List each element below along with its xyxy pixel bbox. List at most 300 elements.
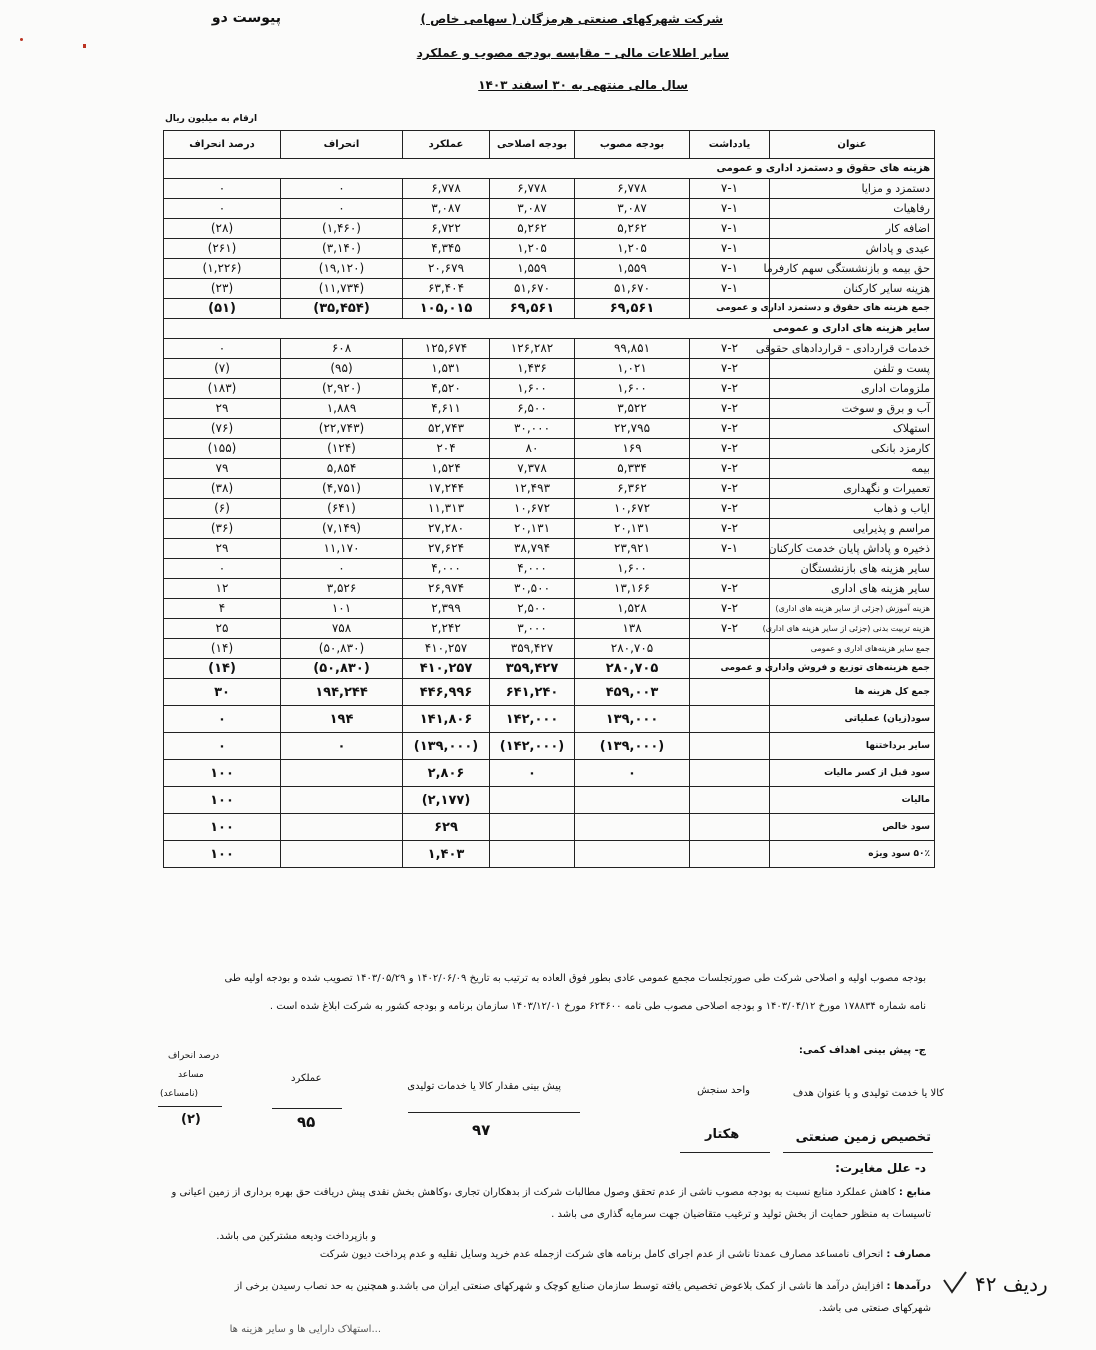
table-row (164, 379, 935, 399)
table-section-row (164, 319, 935, 339)
row-title: سود قبل از کسر مالیات (770, 760, 935, 787)
row-note (690, 639, 770, 659)
row-revised: ۱,۶۰۰ (490, 379, 575, 399)
budget-table (163, 130, 935, 868)
targets-item: تخصیص زمین صنعتی (795, 1130, 931, 1145)
row-revised: ۰ (490, 760, 575, 787)
row-actual: ۴,۰۰۰ (403, 559, 490, 579)
section-title: سایر هزینه های اداری و عمومی (164, 319, 935, 339)
row-note: ۷-۱ (690, 179, 770, 199)
table-header-row (164, 131, 935, 159)
row-deviation-pct: (۱,۲۲۶) (164, 259, 281, 279)
table-row (164, 679, 935, 706)
row-title: خدمات قراردادی - قراردادهای حقوقی (770, 339, 935, 359)
row-approved: ۲۸۰,۷۰۵ (575, 659, 690, 679)
row-deviation: (۳,۱۴۰) (281, 239, 403, 259)
row-deviation: ۰ (281, 179, 403, 199)
table-row (164, 399, 935, 419)
table-row (164, 706, 935, 733)
row-actual: ۲۷,۲۸۰ (403, 519, 490, 539)
row-deviation-pct: (۱۴) (164, 639, 281, 659)
row-deviation: ۶۰۸ (281, 339, 403, 359)
row-revised: ۶۴۱,۲۴۰ (490, 679, 575, 706)
row-deviation: (۴,۷۵۱) (281, 479, 403, 499)
row-deviation: (۳۵,۴۵۴) (281, 299, 403, 319)
row-deviation (281, 814, 403, 841)
table-row (164, 619, 935, 639)
row-deviation-pct: ۱۰۰ (164, 814, 281, 841)
row-note (690, 841, 770, 868)
row-approved (575, 787, 690, 814)
targets-forecast: ۹۷ (472, 1121, 491, 1139)
row-revised: ۳۸,۷۹۴ (490, 539, 575, 559)
row-approved: ۴۵۹,۰۰۳ (575, 679, 690, 706)
row-approved: ۳,۰۸۷ (575, 199, 690, 219)
targets-col-dev-1: درصد انحراف (168, 1051, 220, 1061)
row-actual: ۱,۵۲۴ (403, 459, 490, 479)
row-approved: ۱,۰۲۱ (575, 359, 690, 379)
row-deviation: ۱۱,۱۷۰ (281, 539, 403, 559)
table-row (164, 299, 935, 319)
row-title: پست و تلفن (770, 359, 935, 379)
handwritten-check-icon (940, 1268, 970, 1298)
row-revised: ۳,۰۸۷ (490, 199, 575, 219)
row-deviation (281, 787, 403, 814)
row-actual: ۶,۷۷۸ (403, 179, 490, 199)
row-note: ۷-۲ (690, 339, 770, 359)
attachment-label: پیوست دو (211, 10, 281, 26)
row-note (690, 733, 770, 760)
row-revised: ۱۰,۶۷۲ (490, 499, 575, 519)
targets-item-underline (783, 1152, 933, 1153)
row-note: ۷-۱ (690, 199, 770, 219)
targets-dev-underline (158, 1106, 222, 1107)
table-row (164, 419, 935, 439)
row-actual: ۶۳,۴۰۴ (403, 279, 490, 299)
targets-col-unit: واحد سنجش (697, 1085, 750, 1096)
table-row (164, 733, 935, 760)
table-row (164, 499, 935, 519)
row-revised: ۶,۷۷۸ (490, 179, 575, 199)
targets-actual: ۹۵ (297, 1113, 316, 1131)
row-title: استهلاک (770, 419, 935, 439)
table-row (164, 199, 935, 219)
row-revised: ۱,۵۵۹ (490, 259, 575, 279)
row-deviation-pct: ۲۹ (164, 539, 281, 559)
row-deviation-pct: (۲۸) (164, 219, 281, 239)
table-row (164, 760, 935, 787)
row-actual: ۲۰۴ (403, 439, 490, 459)
row-deviation: (۶۴۱) (281, 499, 403, 519)
row-title: سایر برداختنها (770, 733, 935, 760)
row-deviation: (۲۲,۷۴۳) (281, 419, 403, 439)
targets-actual-underline (272, 1108, 342, 1109)
section-title: هزینه های حقوق و دستمزد اداری و عمومی (164, 159, 935, 179)
row-approved: ۱,۲۰۵ (575, 239, 690, 259)
row-approved (575, 841, 690, 868)
margin-mark-2 (83, 44, 86, 48)
sources-line-2: تاسیسات به منظور حمایت از بخش تولید و ترغیب متقاضیان جهت سرمایه گذاری می باشد . (551, 1209, 931, 1220)
row-note (690, 706, 770, 733)
table-section-row (164, 159, 935, 179)
row-title: جمع هزینه‌های توزیع و فروش واداری و عمومی (770, 659, 935, 679)
targets-col-dev-3: (نامساعد) (160, 1089, 198, 1099)
row-actual: ۱۴۱,۸۰۶ (403, 706, 490, 733)
col-approved: بودجه مصوب (575, 131, 690, 159)
table-row (164, 814, 935, 841)
row-revised (490, 787, 575, 814)
row-deviation-pct: (۱۵۵) (164, 439, 281, 459)
expenses-text: انحراف نامساعد مصارف عمدتا ناشی از عدم اجرای کامل برنامه های شرکت ازجمله عدم خرید وسایل نقلیه و عدم پرداخت دیون شرکت (319, 1249, 884, 1260)
unit-label: ارقام به میلیون ریال (165, 114, 258, 124)
row-note (690, 679, 770, 706)
row-revised: ۳۵۹,۴۲۷ (490, 639, 575, 659)
row-approved: ۵,۲۶۲ (575, 219, 690, 239)
row-approved: ۱۰,۶۷۲ (575, 499, 690, 519)
col-revised: بودجه اصلاحی (490, 131, 575, 159)
row-actual: ۴۱۰,۲۵۷ (403, 639, 490, 659)
row-title: هزینه سایر کارکنان (770, 279, 935, 299)
row-revised: ۵,۲۶۲ (490, 219, 575, 239)
row-approved: ۵۱,۶۷۰ (575, 279, 690, 299)
table-row (164, 459, 935, 479)
row-approved: ۱,۶۰۰ (575, 559, 690, 579)
row-actual: (۱۳۹,۰۰۰) (403, 733, 490, 760)
row-revised: ۱,۴۳۶ (490, 359, 575, 379)
targets-forecast-underline (408, 1112, 580, 1113)
row-deviation-pct: (۷۶) (164, 419, 281, 439)
income-text-1: افزایش درآمد ها ناشی از کمک بلاعوض تخصیص یافته توسط سازمان صنایع کوچک و شهرکهای صنعتی ایران می باشد.و همچنین به حد نصاب رسیدن برخی از (234, 1281, 884, 1292)
row-title: آب و برق و سوخت (770, 399, 935, 419)
row-deviation-pct: ۰ (164, 199, 281, 219)
row-actual: ۲۶,۹۷۴ (403, 579, 490, 599)
row-deviation: (۱۱,۷۳۴) (281, 279, 403, 299)
col-title: عنوان (770, 131, 935, 159)
row-actual: ۱۰۵,۰۱۵ (403, 299, 490, 319)
table-row (164, 359, 935, 379)
expenses-paragraph (131, 1244, 931, 1266)
row-title: جمع هزینه های حقوق و دستمزد اداری و عمومی (770, 299, 935, 319)
row-approved: ۱,۵۲۸ (575, 599, 690, 619)
targets-col-item: کالا یا خدمت تولیدی و یا عنوان هدف (792, 1088, 944, 1099)
row-revised: ۳,۰۰۰ (490, 619, 575, 639)
row-note: ۷-۲ (690, 619, 770, 639)
table-row (164, 659, 935, 679)
row-deviation: ۱۹۴,۲۴۴ (281, 679, 403, 706)
row-deviation-pct: ۰ (164, 179, 281, 199)
row-approved: ۹۹,۸۵۱ (575, 339, 690, 359)
row-deviation: (۵۰,۸۳۰) (281, 639, 403, 659)
row-title: بیمه (770, 459, 935, 479)
row-title: رفاهیات (770, 199, 935, 219)
row-revised: ۳۵۹,۴۲۷ (490, 659, 575, 679)
row-note: ۷-۲ (690, 359, 770, 379)
row-deviation-pct: ۳۰ (164, 679, 281, 706)
period-title: سال مالی منتهی به ۳۰ اسفند ۱۴۰۳ (478, 78, 688, 92)
row-actual: ۲,۲۴۲ (403, 619, 490, 639)
row-note: ۷-۲ (690, 599, 770, 619)
row-note (690, 559, 770, 579)
row-approved: ۱۳۸ (575, 619, 690, 639)
row-actual: ۲,۳۹۹ (403, 599, 490, 619)
targets-unit: هکتار (705, 1127, 740, 1142)
row-actual: ۴۱۰,۲۵۷ (403, 659, 490, 679)
income-line-2: شهرکهای صنعتی می باشد. (818, 1303, 931, 1314)
row-deviation-pct: (۲۳) (164, 279, 281, 299)
row-deviation-pct: ۰ (164, 559, 281, 579)
row-revised: ۷,۳۷۸ (490, 459, 575, 479)
col-actual: عملکرد (403, 131, 490, 159)
row-actual: ۱,۵۳۱ (403, 359, 490, 379)
row-revised: ۱۲۶,۲۸۲ (490, 339, 575, 359)
row-actual: (۲,۱۷۷) (403, 787, 490, 814)
row-title: جمع سایر هزینه‌های اداری و عمومی (770, 639, 935, 659)
row-approved: ۱۳۹,۰۰۰ (575, 706, 690, 733)
row-note: ۷-۲ (690, 439, 770, 459)
income-line-1 (131, 1276, 931, 1298)
row-deviation: ۱۹۴ (281, 706, 403, 733)
row-title: کارمزد بانکی (770, 439, 935, 459)
reasons-title: د- علل مغایرت: (835, 1161, 926, 1175)
row-title: جمع کل هزینه ها (770, 679, 935, 706)
row-note: ۷-۲ (690, 379, 770, 399)
row-deviation: (۹۵) (281, 359, 403, 379)
row-title: سود خالص (770, 814, 935, 841)
row-revised: ۶,۵۰۰ (490, 399, 575, 419)
row-title: هزینه تربیت بدنی (جزئی از سایر هزینه های اداری) (770, 619, 935, 639)
table-row (164, 339, 935, 359)
table-row (164, 259, 935, 279)
row-actual: ۲,۸۰۶ (403, 760, 490, 787)
targets-dev: (۲) (181, 1112, 201, 1127)
table-row (164, 179, 935, 199)
row-title: مراسم و پذیرایی (770, 519, 935, 539)
row-note: ۷-۱ (690, 539, 770, 559)
footnote-line-2: نامه شماره ۱۷۸۸۳۴ مورخ ۱۴۰۳/۰۴/۱۲ و بودجه اصلاحی مصوب طی نامه ۶۲۴۶۰۰ مورخ ۱۴۰۳/۱۲/۰۱ سازمان برنامه و بودجه کشور به شرکت ابلاغ شده است . (269, 1001, 926, 1012)
handwritten-row-number: ردیف ۴۲ (975, 1272, 1048, 1296)
row-deviation: (۱,۴۶۰) (281, 219, 403, 239)
row-title: عیدی و پاداش (770, 239, 935, 259)
row-deviation-pct: (۲۶۱) (164, 239, 281, 259)
row-approved: ۱,۵۵۹ (575, 259, 690, 279)
row-approved: ۲۳,۹۲۱ (575, 539, 690, 559)
table-row (164, 639, 935, 659)
row-deviation: ۳,۵۲۶ (281, 579, 403, 599)
row-title: اضافه کار (770, 219, 935, 239)
row-approved (575, 814, 690, 841)
table-row (164, 239, 935, 259)
row-title: تعمیرات و نگهداری (770, 479, 935, 499)
row-revised: ۳۰,۰۰۰ (490, 419, 575, 439)
row-revised: ۴,۰۰۰ (490, 559, 575, 579)
row-revised: ۱۲,۴۹۳ (490, 479, 575, 499)
row-approved: ۶,۷۷۸ (575, 179, 690, 199)
row-actual: ۶,۷۲۲ (403, 219, 490, 239)
row-actual: ۱۷,۲۴۴ (403, 479, 490, 499)
targets-col-forecast: پیش بینی مقدار کالا یا خدمات تولیدی (407, 1081, 561, 1092)
row-approved: ۲۰,۱۳۱ (575, 519, 690, 539)
row-approved: (۱۳۹,۰۰۰) (575, 733, 690, 760)
row-revised: (۱۴۲,۰۰۰) (490, 733, 575, 760)
row-note: ۷-۱ (690, 259, 770, 279)
row-deviation-pct: (۱۴) (164, 659, 281, 679)
row-deviation: ۰ (281, 733, 403, 760)
row-approved: ۵,۳۳۴ (575, 459, 690, 479)
row-approved: ۶۹,۵۶۱ (575, 299, 690, 319)
row-deviation: ۱,۸۸۹ (281, 399, 403, 419)
row-note: ۷-۱ (690, 279, 770, 299)
row-deviation: ۰ (281, 199, 403, 219)
row-approved: ۲۸۰,۷۰۵ (575, 639, 690, 659)
col-note: یادداشت (690, 131, 770, 159)
table-row (164, 559, 935, 579)
row-deviation-pct: (۱۸۳) (164, 379, 281, 399)
table-row (164, 279, 935, 299)
row-deviation-pct: ۷۹ (164, 459, 281, 479)
company-name: شرکت شهرکهای صنعتی هرمزگان ( سهامی خاص ) (420, 12, 723, 26)
table-row (164, 479, 935, 499)
row-deviation: ۰ (281, 559, 403, 579)
table-row (164, 841, 935, 868)
row-deviation-pct: ۱۲ (164, 579, 281, 599)
row-deviation (281, 760, 403, 787)
targets-col-actual: عملکرد (291, 1073, 322, 1084)
sources-text-1: کاهش عملکرد منابع نسبت به بودجه مصوب ناشی از عدم تحقق وصول مطالبات شرکت از بدهکاران تجاری ،وکاهش بخش نقدی پیش دریافت حق بهره برداری از زمین اعیانی و (171, 1187, 896, 1198)
targets-unit-underline (680, 1152, 770, 1153)
col-deviation-pct: درصد انحراف (164, 131, 281, 159)
row-note (690, 814, 770, 841)
row-deviation: (۱۲۴) (281, 439, 403, 459)
row-note: ۷-۱ (690, 219, 770, 239)
row-actual: ۴,۳۴۵ (403, 239, 490, 259)
targets-title: ج- پیش بینی اهداف کمی: (798, 1045, 926, 1056)
col-deviation: انحراف (281, 131, 403, 159)
row-revised: ۶۹,۵۶۱ (490, 299, 575, 319)
row-note: ۷-۲ (690, 499, 770, 519)
row-note: ۷-۱ (690, 239, 770, 259)
table-row (164, 539, 935, 559)
row-approved: ۱۳,۱۶۶ (575, 579, 690, 599)
row-deviation-pct: ۲۹ (164, 399, 281, 419)
row-deviation-pct: ۰ (164, 339, 281, 359)
row-actual: ۴,۵۲۰ (403, 379, 490, 399)
row-deviation: (۵۰,۸۳۰) (281, 659, 403, 679)
row-revised (490, 841, 575, 868)
row-actual: ۱۱,۳۱۳ (403, 499, 490, 519)
row-deviation-pct: ۱۰۰ (164, 787, 281, 814)
row-deviation: ۷۵۸ (281, 619, 403, 639)
row-title: ایاب و ذهاب (770, 499, 935, 519)
row-note: ۷-۲ (690, 399, 770, 419)
row-title: سود(زیان) عملیاتی (770, 706, 935, 733)
row-actual: ۴,۶۱۱ (403, 399, 490, 419)
row-note: ۷-۲ (690, 579, 770, 599)
row-deviation-pct: (۳۸) (164, 479, 281, 499)
income-label: درآمدها : (886, 1281, 931, 1292)
table-row (164, 579, 935, 599)
row-approved: ۶,۳۶۲ (575, 479, 690, 499)
report-title: سایر اطلاعات مالی – مقایسه بودجه مصوب و عملکرد (416, 46, 729, 60)
row-deviation-pct: ۰ (164, 706, 281, 733)
row-deviation-pct: (۵۱) (164, 299, 281, 319)
row-note (690, 760, 770, 787)
row-revised: ۵۱,۶۷۰ (490, 279, 575, 299)
sources-line-1 (131, 1182, 931, 1204)
table-row (164, 787, 935, 814)
row-approved: ۳,۵۲۲ (575, 399, 690, 419)
sources-paragraph (131, 1182, 931, 1248)
row-title: هزینه آموزش (جزئی از سایر هزینه های اداری) (770, 599, 935, 619)
income-line-3: ...استهلاک دارایی ها و سایر هزینه ها (229, 1324, 381, 1335)
row-title: مالیات (770, 787, 935, 814)
row-title: سایر هزینه های بازنشستگان (770, 559, 935, 579)
row-deviation: ۱۰۱ (281, 599, 403, 619)
row-title: حق بیمه و بازنشستگی سهم کارفرما (770, 259, 935, 279)
income-paragraph (131, 1276, 931, 1334)
row-deviation: (۱۹,۱۲۰) (281, 259, 403, 279)
row-deviation-pct: (۷) (164, 359, 281, 379)
row-actual: ۲۷,۶۲۴ (403, 539, 490, 559)
sources-label: منابع : (898, 1187, 931, 1198)
row-deviation: (۷,۱۴۹) (281, 519, 403, 539)
row-deviation-pct: ۰ (164, 733, 281, 760)
targets-col-dev-2: مساعد (178, 1070, 204, 1080)
row-deviation-pct: (۶) (164, 499, 281, 519)
row-actual: ۱۲۵,۶۷۴ (403, 339, 490, 359)
row-note: ۷-۲ (690, 519, 770, 539)
row-revised: ۱,۲۰۵ (490, 239, 575, 259)
row-title: دستمزد و مزایا (770, 179, 935, 199)
row-deviation-pct: (۳۶) (164, 519, 281, 539)
row-revised: ۲,۵۰۰ (490, 599, 575, 619)
row-revised: ۱۴۲,۰۰۰ (490, 706, 575, 733)
row-title: ذخیره و پاداش پایان خدمت کارکنان (770, 539, 935, 559)
row-deviation-pct: ۴ (164, 599, 281, 619)
row-approved: ۱۶۹ (575, 439, 690, 459)
row-title: ۵۰٪ سود ویژه (770, 841, 935, 868)
row-deviation: (۲,۹۲۰) (281, 379, 403, 399)
row-revised: ۲۰,۱۳۱ (490, 519, 575, 539)
table-row (164, 219, 935, 239)
row-approved: ۰ (575, 760, 690, 787)
row-deviation-pct: ۱۰۰ (164, 841, 281, 868)
row-revised: ۸۰ (490, 439, 575, 459)
row-deviation (281, 841, 403, 868)
row-note: ۷-۲ (690, 479, 770, 499)
row-approved: ۲۲,۷۹۵ (575, 419, 690, 439)
row-title: سایر هزینه های اداری (770, 579, 935, 599)
row-approved: ۱,۶۰۰ (575, 379, 690, 399)
row-revised (490, 814, 575, 841)
row-actual: ۱,۴۰۳ (403, 841, 490, 868)
expenses-label: مصارف : (886, 1249, 931, 1260)
row-note (690, 787, 770, 814)
row-note: ۷-۲ (690, 419, 770, 439)
table-row (164, 439, 935, 459)
table-row (164, 599, 935, 619)
row-actual: ۳,۰۸۷ (403, 199, 490, 219)
row-actual: ۵۲,۷۴۳ (403, 419, 490, 439)
row-revised: ۳۰,۵۰۰ (490, 579, 575, 599)
margin-mark-1 (20, 38, 23, 41)
row-deviation: ۵,۸۵۴ (281, 459, 403, 479)
row-note: ۷-۲ (690, 459, 770, 479)
row-actual: ۲۰,۶۷۹ (403, 259, 490, 279)
row-actual: ۴۴۶,۹۹۶ (403, 679, 490, 706)
row-actual: ۶۲۹ (403, 814, 490, 841)
row-deviation-pct: ۲۵ (164, 619, 281, 639)
sources-line-3: و بازپرداخت ودیعه مشترکین می باشد. (216, 1231, 376, 1242)
